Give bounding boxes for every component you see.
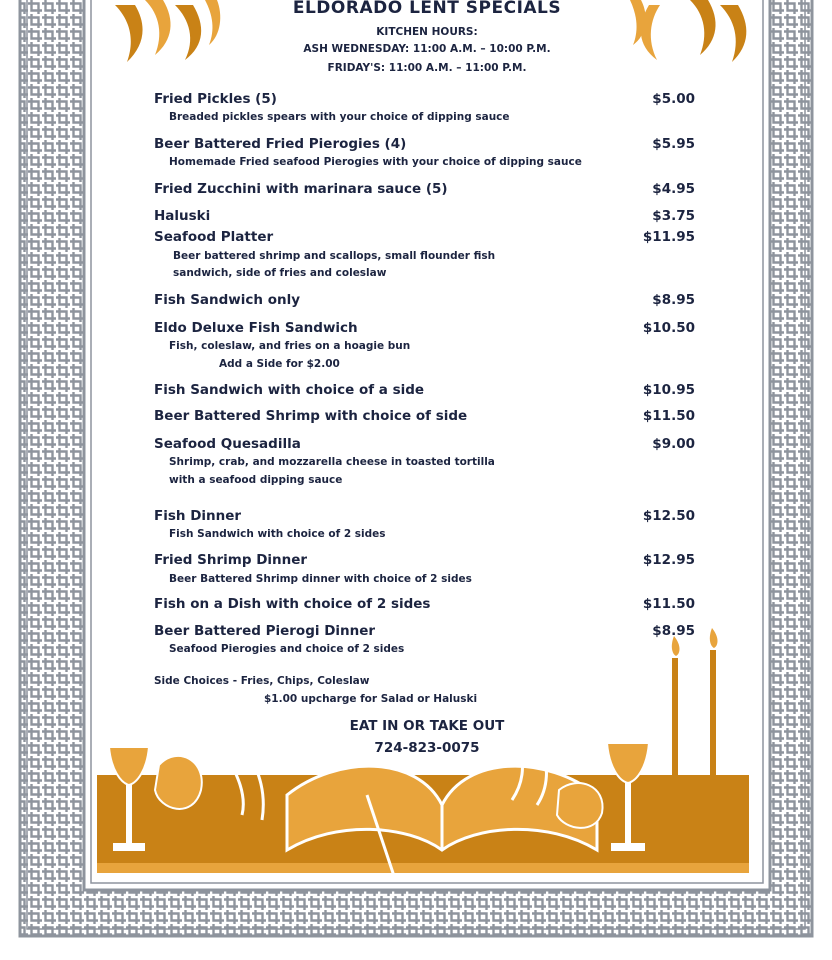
phone-number: 724-823-0075 xyxy=(374,740,480,756)
item-description: Beer battered shrimp and scallops, small flounder fish xyxy=(173,250,496,262)
side-upcharge: $1.00 upcharge for Salad or Haluski xyxy=(264,693,478,705)
side-choices: Side Choices - Fries, Chips, Coleslaw xyxy=(154,675,370,687)
item-description: Shrimp, crab, and mozzarella cheese in toasted tortilla xyxy=(169,456,495,468)
item-name: Fried Zucchini with marinara sauce (5) xyxy=(154,181,448,197)
item-price: $11.95 xyxy=(642,229,695,245)
item-name: Fish Sandwich only xyxy=(154,292,301,308)
item-name: Fish Dinner xyxy=(154,508,242,524)
item-price: $12.95 xyxy=(642,552,695,568)
item-name: Beer Battered Fried Pierogies (4) xyxy=(154,136,407,152)
item-description: Breaded pickles spears with your choice of dipping sauce xyxy=(169,111,510,123)
item-price: $8.95 xyxy=(652,623,695,639)
item-name: Beer Battered Shrimp with choice of side xyxy=(154,408,468,424)
item-price: $12.50 xyxy=(642,508,695,524)
ash-wednesday-hours: ASH WEDNESDAY: 11:00 A.M. – 10:00 P.M. xyxy=(303,43,551,55)
item-description: sandwich, side of fries and coleslaw xyxy=(173,267,387,279)
item-name: Seafood Platter xyxy=(154,229,274,245)
item-description: with a seafood dipping sauce xyxy=(169,474,343,486)
friday-hours: FRIDAY'S: 11:00 A.M. – 11:00 P.M. xyxy=(327,62,527,74)
item-name: Fish Sandwich with choice of a side xyxy=(154,382,425,398)
item-name: Seafood Quesadilla xyxy=(154,436,301,452)
item-name: Haluski xyxy=(154,208,211,224)
item-description: Fish, coleslaw, and fries on a hoagie bun xyxy=(169,340,411,352)
menu-sheet xyxy=(97,0,757,880)
item-description: Seafood Pierogies and choice of 2 sides xyxy=(169,643,405,655)
table-scene-icon xyxy=(97,735,757,880)
item-price: $10.50 xyxy=(642,320,695,336)
item-name: Fried Shrimp Dinner xyxy=(154,552,308,568)
item-price: $11.50 xyxy=(642,596,695,612)
item-description: Homemade Fried seafood Pierogies with your choice of dipping sauce xyxy=(169,156,582,168)
item-price: $5.00 xyxy=(652,91,695,107)
item-price: $10.95 xyxy=(642,382,695,398)
item-price: $5.95 xyxy=(652,136,695,152)
item-price: $11.50 xyxy=(642,408,695,424)
item-name: Eldo Deluxe Fish Sandwich xyxy=(154,320,358,336)
item-name: Fish on a Dish with choice of 2 sides xyxy=(154,596,431,612)
item-price: $8.95 xyxy=(652,292,695,308)
item-description: Beer Battered Shrimp dinner with choice of 2 sides xyxy=(169,573,472,585)
item-name: Beer Battered Pierogi Dinner xyxy=(154,623,376,639)
kitchen-hours-label: KITCHEN HOURS: xyxy=(376,26,478,38)
eat-in-take-out: EAT IN OR TAKE OUT xyxy=(349,718,505,734)
item-description: Add a Side for $2.00 xyxy=(219,358,340,370)
item-description: Fish Sandwich with choice of 2 sides xyxy=(169,528,386,540)
item-price: $4.95 xyxy=(652,181,695,197)
item-price: $9.00 xyxy=(652,436,695,452)
menu-title: ELDORADO LENT SPECIALS xyxy=(292,0,562,18)
item-price: $3.75 xyxy=(652,208,695,224)
item-name: Fried Pickles (5) xyxy=(154,91,277,107)
